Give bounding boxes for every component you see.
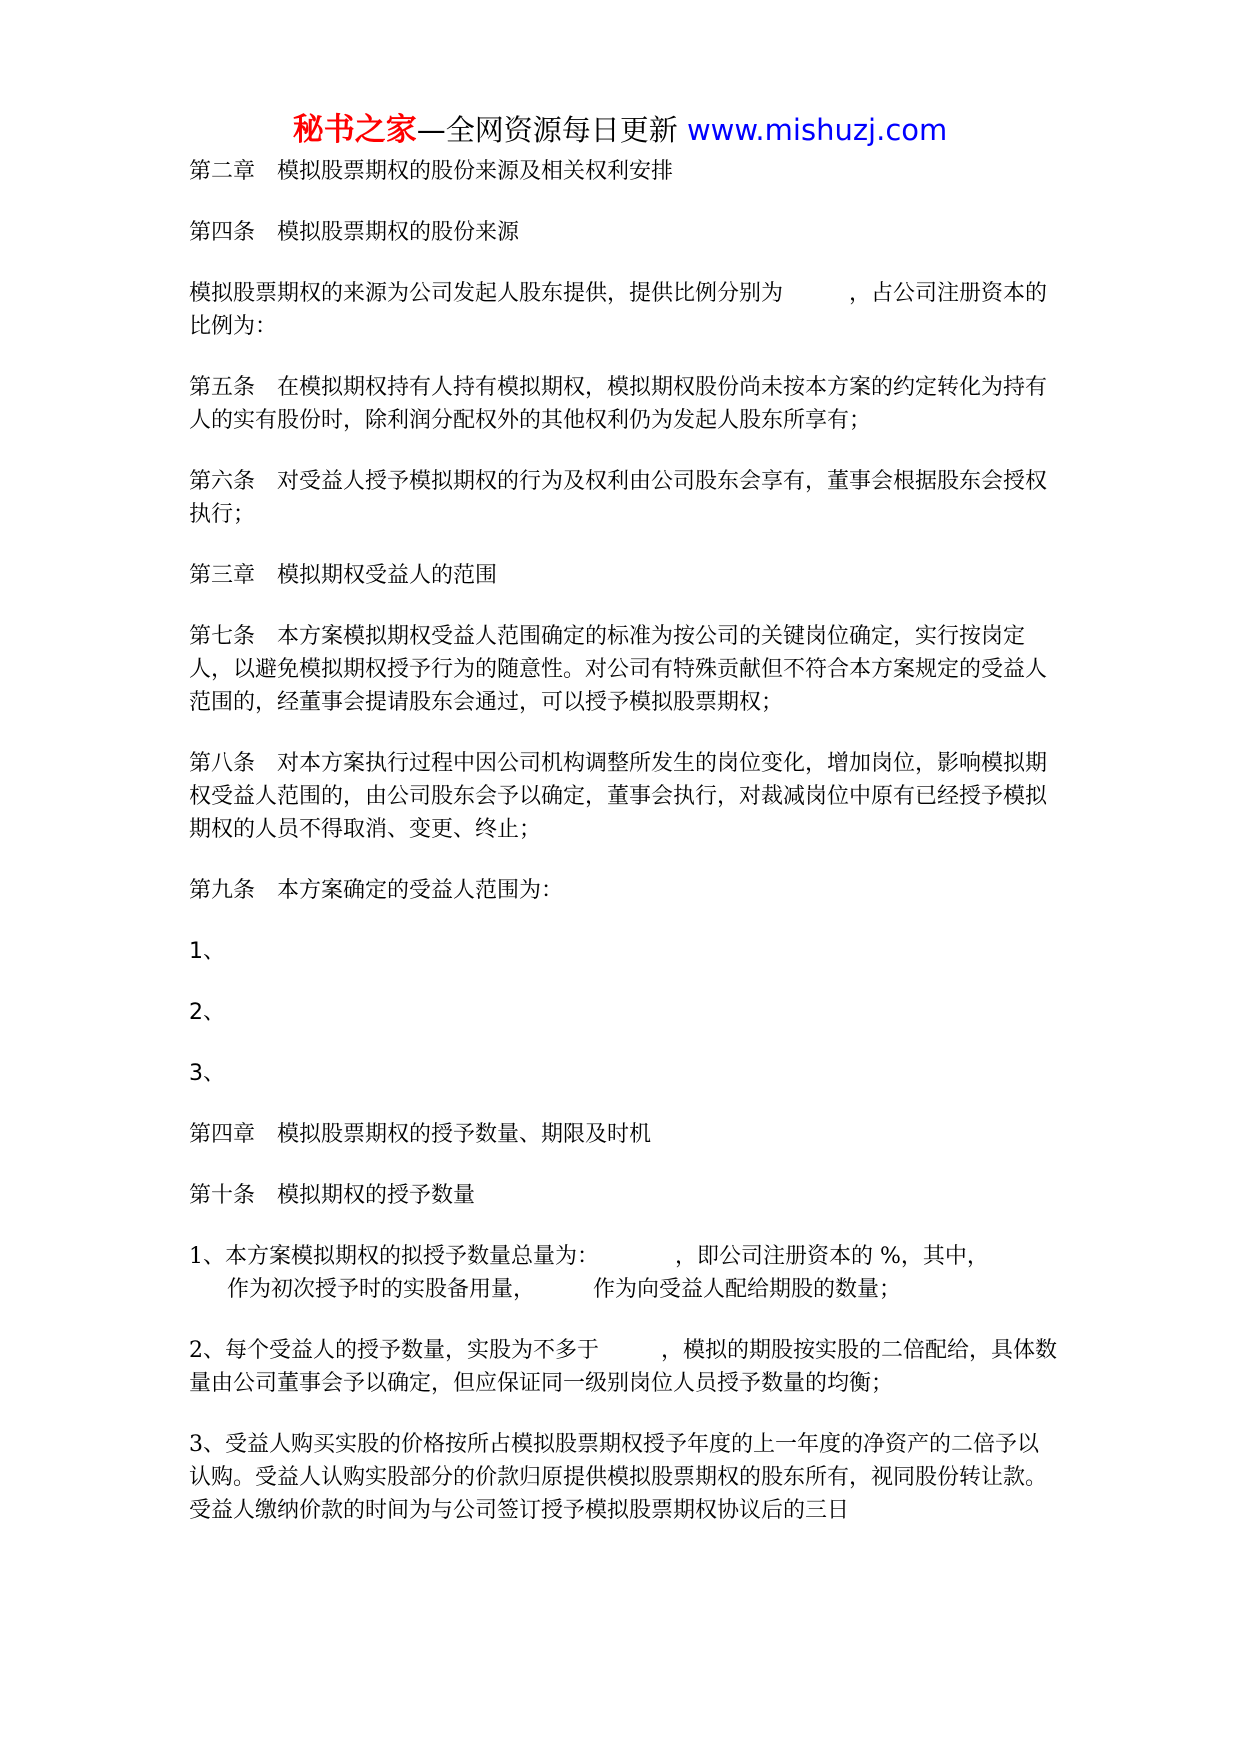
article-10-item-1-part-c: 作为初次授予时的实股备用量，: [227, 1277, 536, 1302]
article-4-title: 第四条 模拟股票期权的股份来源: [189, 220, 520, 245]
document-body: [189, 155, 1059, 1555]
chapter-3-title: 第三章 模拟期权受益人的范围: [189, 563, 498, 588]
list-item-2: 2、: [189, 1000, 225, 1025]
article-4-text-part1: 模拟股票期权的来源为公司发起人股东提供，提供比例分别为: [189, 281, 784, 306]
article-4-text: [189, 277, 1059, 343]
article-8-text: 第八条 对本方案执行过程中因公司机构调整所发生的岗位变化，增加岗位，影响模拟期权受益人范围的，由公司股东会予以确定，董事会执行，对裁减岗位中原有已经授予模拟期权的人员不得取消、变更、终止；: [189, 751, 1048, 842]
article-10-item-1-part-a: 1、本方案模拟期权的拟授予数量总量为：: [189, 1244, 599, 1269]
article-10-item-2: [189, 1334, 1059, 1400]
article-10-title: 第十条 模拟期权的授予数量: [189, 1183, 476, 1208]
brand-name: 秘书之家: [292, 112, 417, 148]
article-4-text-part2: ，占公司注册资本的比例为：: [189, 281, 1048, 339]
article-7-text: 第七条 本方案模拟期权受益人范围确定的标准为按公司的关键岗位确定，实行按岗定人，以避免模拟期权授予行为的随意性。对公司有特殊贡献但不符合本方案规定的受益人范围的，经董事会提请股东会通过，可以授予模拟股票期权；: [189, 624, 1048, 715]
list-item-1: 1、: [189, 939, 225, 964]
article-5-text: 第五条 在模拟期权持有人持有模拟期权，模拟期权股份尚未按本方案的约定转化为持有人的实有股份时，除利润分配权外的其他权利仍为发起人股东所享有；: [189, 375, 1048, 433]
list-item-3: 3、: [189, 1061, 225, 1086]
header-tagline: —全网资源每日更新: [416, 113, 687, 147]
article-10-item-2-part-a: 2、每个受益人的授予数量，实股为不多于: [189, 1338, 599, 1363]
article-10-item-2-part-b: ，模拟的期股按实股的二倍配给，具体数量由公司董事会予以确定，但应保证同一级别岗位人员授予数量的均衡；: [189, 1338, 1058, 1396]
article-6-text: 第六条 对受益人授予模拟期权的行为及权利由公司股东会享有，董事会根据股东会授权执行；: [189, 469, 1048, 527]
article-10-item-1: [189, 1240, 1059, 1306]
article-10-item-1-part-d: 作为向受益人配给期股的数量；: [593, 1277, 902, 1302]
chapter-4-title: 第四章 模拟股票期权的授予数量、期限及时机: [189, 1122, 652, 1147]
site-header: [0, 104, 1240, 149]
article-10-item-1-part-b: ，即公司注册资本的 %，其中，: [675, 1244, 989, 1269]
article-10-item-3: 3、受益人购买实股的价格按所占模拟股票期权授予年度的上一年度的净资产的二倍予以认购。受益人认购实股部分的价款归原提供模拟股票期权的股东所有，视同股份转让款。受益人缴纳价款的时间为与公司签订授予模拟股票期权协议后的三日: [189, 1432, 1048, 1523]
site-url-link[interactable]: www.mishuzj.com: [686, 113, 948, 147]
chapter-2-title: 第二章 模拟股票期权的股份来源及相关权利安排: [189, 159, 674, 184]
article-9-text: 第九条 本方案确定的受益人范围为：: [189, 878, 564, 903]
